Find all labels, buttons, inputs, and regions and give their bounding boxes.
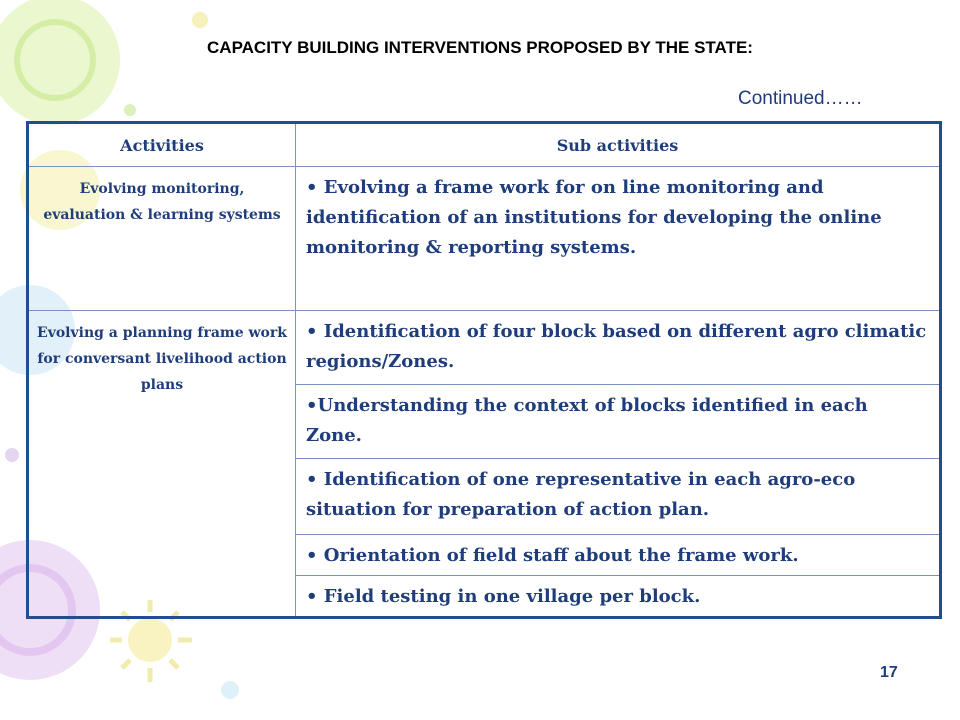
page-title: CAPACITY BUILDING INTERVENTIONS PROPOSED BY THE STATE:	[207, 38, 753, 57]
interventions-table	[26, 121, 942, 619]
page-number: 17	[880, 664, 898, 681]
header-activities: Activities	[28, 123, 296, 167]
activity-cell: Evolving monitoring, evaluation & learning systems	[28, 167, 296, 311]
decor-circle-sun	[128, 618, 172, 662]
sub-activity-cell: • Field testing in one village per block.	[296, 576, 941, 618]
continued-label: Continued……	[738, 88, 863, 109]
sub-activity-cell: • Evolving a frame work for on line monitoring and identification of an institutions for developing the online monitoring & reporting systems.	[296, 167, 941, 311]
table-row	[28, 311, 941, 385]
decor-dot-1	[192, 12, 208, 28]
header-sub-activities: Sub activities	[296, 123, 941, 167]
sub-activity-cell: •Understanding the context of blocks identified in each Zone.	[296, 385, 941, 459]
decor-dot-2	[124, 104, 136, 116]
sub-activity-cell: • Identification of one representative in each agro-eco situation for preparation of action plan.	[296, 459, 941, 535]
activity-cell: Evolving a planning frame work for conversant livelihood action plans	[28, 311, 296, 618]
sub-activity-cell: • Identification of four block based on different agro climatic regions/Zones.	[296, 311, 941, 385]
table-header-row	[28, 123, 941, 167]
decor-dot-4	[221, 681, 239, 699]
sub-activity-cell: • Orientation of field staff about the frame work.	[296, 535, 941, 576]
table-row	[28, 167, 941, 311]
decor-dot-3	[5, 448, 19, 462]
